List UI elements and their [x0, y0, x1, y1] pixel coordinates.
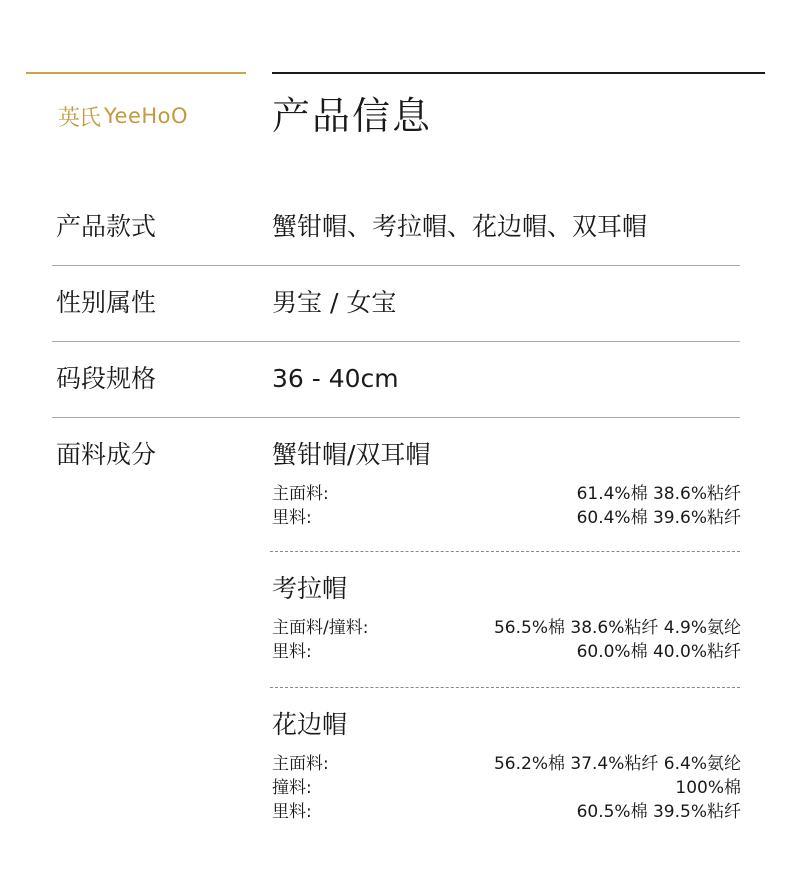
row-value-size: 36 - 40cm [272, 364, 399, 393]
row-value-style: 蟹钳帽、考拉帽、花边帽、双耳帽 [272, 212, 648, 241]
spec-part: 主面料: [272, 484, 329, 504]
spec-composition: 60.0%棉 40.0%粘纤 [576, 642, 741, 662]
spec-part: 里料: [272, 802, 312, 822]
row-label-size: 码段规格 [56, 364, 157, 393]
material-group-title: 花边帽 [272, 710, 348, 739]
spec-composition: 56.5%棉 38.6%粘纤 4.9%氨纶 [493, 618, 741, 638]
material-spec-row [272, 506, 741, 530]
spec-part: 主面料/撞料: [272, 618, 369, 638]
material-group-title: 蟹钳帽/双耳帽 [272, 440, 431, 469]
row-label-style: 产品款式 [56, 212, 157, 241]
material-spec-row [272, 752, 741, 776]
material-spec-row [272, 800, 741, 824]
spec-composition: 60.5%棉 39.5%粘纤 [576, 802, 741, 822]
spec-composition: 61.4%棉 38.6%粘纤 [576, 484, 741, 504]
spec-part: 里料: [272, 642, 312, 662]
row-divider [52, 265, 740, 266]
row-label-gender: 性别属性 [56, 288, 157, 317]
row-divider [52, 417, 740, 418]
spec-part: 撞料: [272, 778, 312, 798]
material-divider [270, 687, 740, 688]
row-divider [52, 341, 740, 342]
material-spec-row [272, 482, 741, 506]
spec-composition: 100%棉 [675, 778, 741, 798]
brand-logo-cn: 英氏 [58, 105, 101, 131]
spec-composition: 60.4%棉 39.6%粘纤 [576, 508, 741, 528]
material-spec-row [272, 640, 741, 664]
row-label-fabric: 面料成分 [56, 440, 157, 469]
title-divider [272, 72, 765, 74]
page-title: 产品信息 [272, 94, 433, 138]
row-value-gender: 男宝 / 女宝 [272, 288, 397, 317]
brand-logo [58, 100, 188, 132]
spec-part: 主面料: [272, 754, 329, 774]
material-spec-row [272, 616, 741, 640]
spec-composition: 56.2%棉 37.4%粘纤 6.4%氨纶 [493, 754, 741, 774]
brand-logo-en: YeeHoO [104, 104, 189, 128]
brand-divider [26, 72, 246, 74]
material-spec-row [272, 776, 741, 800]
material-divider [270, 551, 740, 552]
spec-part: 里料: [272, 508, 312, 528]
material-group-title: 考拉帽 [272, 574, 348, 603]
